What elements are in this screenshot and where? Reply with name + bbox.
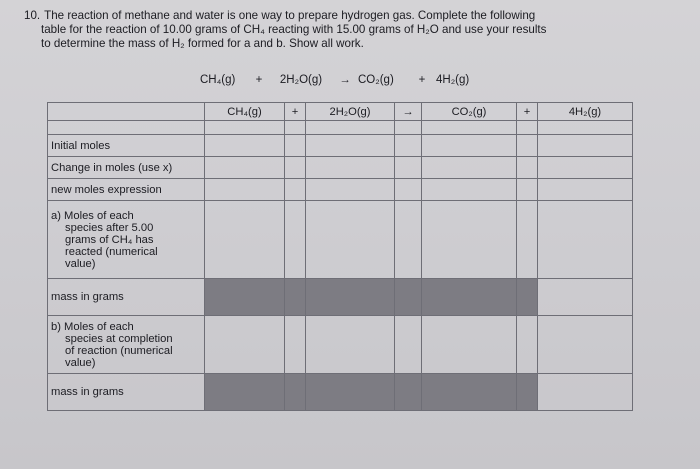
header-arrow: → [395,103,422,121]
answer-cell[interactable] [205,157,285,179]
equation-plus: + [418,74,426,86]
ice-table [47,102,633,411]
equation-h2: 4H₂(g) [436,74,470,86]
table-row [48,374,633,411]
row-label-initial: Initial moles [48,135,205,157]
shaded-cell [422,374,517,411]
header-h2: 4H₂(g) [538,103,633,121]
header-blank-cell [48,103,205,121]
answer-cell[interactable] [306,135,395,157]
answer-cell[interactable] [422,201,517,279]
shaded-cell [306,279,395,316]
table-row [48,121,633,135]
table-row [48,316,633,374]
table-header-row [48,103,633,121]
answer-cell[interactable] [205,121,285,135]
reaction-equation [200,74,486,86]
header-co2: CO₂(g) [422,103,517,121]
question-number: 10. [24,9,41,22]
answer-cell[interactable] [205,316,285,374]
answer-cell[interactable] [538,201,633,279]
answer-cell[interactable] [306,201,395,279]
answer-cell[interactable] [306,157,395,179]
header-plus: + [285,103,306,121]
row-label-mass-b: mass in grams [48,374,205,411]
answer-cell[interactable] [205,135,285,157]
answer-cell[interactable] [538,374,633,411]
answer-cell[interactable] [538,157,633,179]
equation-plus: + [255,74,263,86]
question-line-2: table for the reaction of 10.00 grams of CH₄ reacting with 15.00 grams of H₂O and use your results [41,23,547,36]
equation-co2: CO₂(g) [358,74,394,86]
answer-cell[interactable] [422,157,517,179]
table-row [48,279,633,316]
header-plus: + [517,103,538,121]
question-line-3: to determine the mass of H₂ formed for a and b. Show all work. [41,37,364,50]
row-label-mass-a: mass in grams [48,279,205,316]
answer-cell[interactable] [306,179,395,201]
table-row [48,157,633,179]
table-row [48,179,633,201]
answer-cell[interactable] [538,121,633,135]
question-line-1: 10. The reaction of methane and water is one way to prepare hydrogen gas. Complete the following [24,9,536,22]
table-row [48,135,633,157]
header-h2o: 2H₂O(g) [306,103,395,121]
answer-cell[interactable] [306,121,395,135]
equation-arrow: → [339,74,351,86]
answer-cell[interactable] [306,316,395,374]
shaded-cell [205,374,285,411]
row-label-part-a: a) Moles of each species after 5.00 grams of CH₄ has reacted (numerical value) [48,201,205,279]
row-label-change: Change in moles (use x) [48,157,205,179]
header-ch4: CH₄(g) [205,103,285,121]
equation-ch4: CH₄(g) [200,74,236,86]
answer-cell[interactable] [538,179,633,201]
answer-cell[interactable] [538,279,633,316]
answer-cell[interactable] [422,135,517,157]
table-row [48,201,633,279]
answer-cell[interactable] [205,201,285,279]
shaded-cell [422,279,517,316]
row-label-new-moles: new moles expression [48,179,205,201]
equation-h2o: 2H₂O(g) [279,74,323,86]
answer-cell[interactable] [538,135,633,157]
shaded-cell [205,279,285,316]
question-text [24,9,674,51]
answer-cell[interactable] [422,316,517,374]
answer-cell[interactable] [422,179,517,201]
answer-cell[interactable] [205,179,285,201]
answer-cell[interactable] [538,316,633,374]
shaded-cell [306,374,395,411]
answer-cell[interactable] [422,121,517,135]
row-label-part-b: b) Moles of each species at completion of reaction (numerical value) [48,316,205,374]
